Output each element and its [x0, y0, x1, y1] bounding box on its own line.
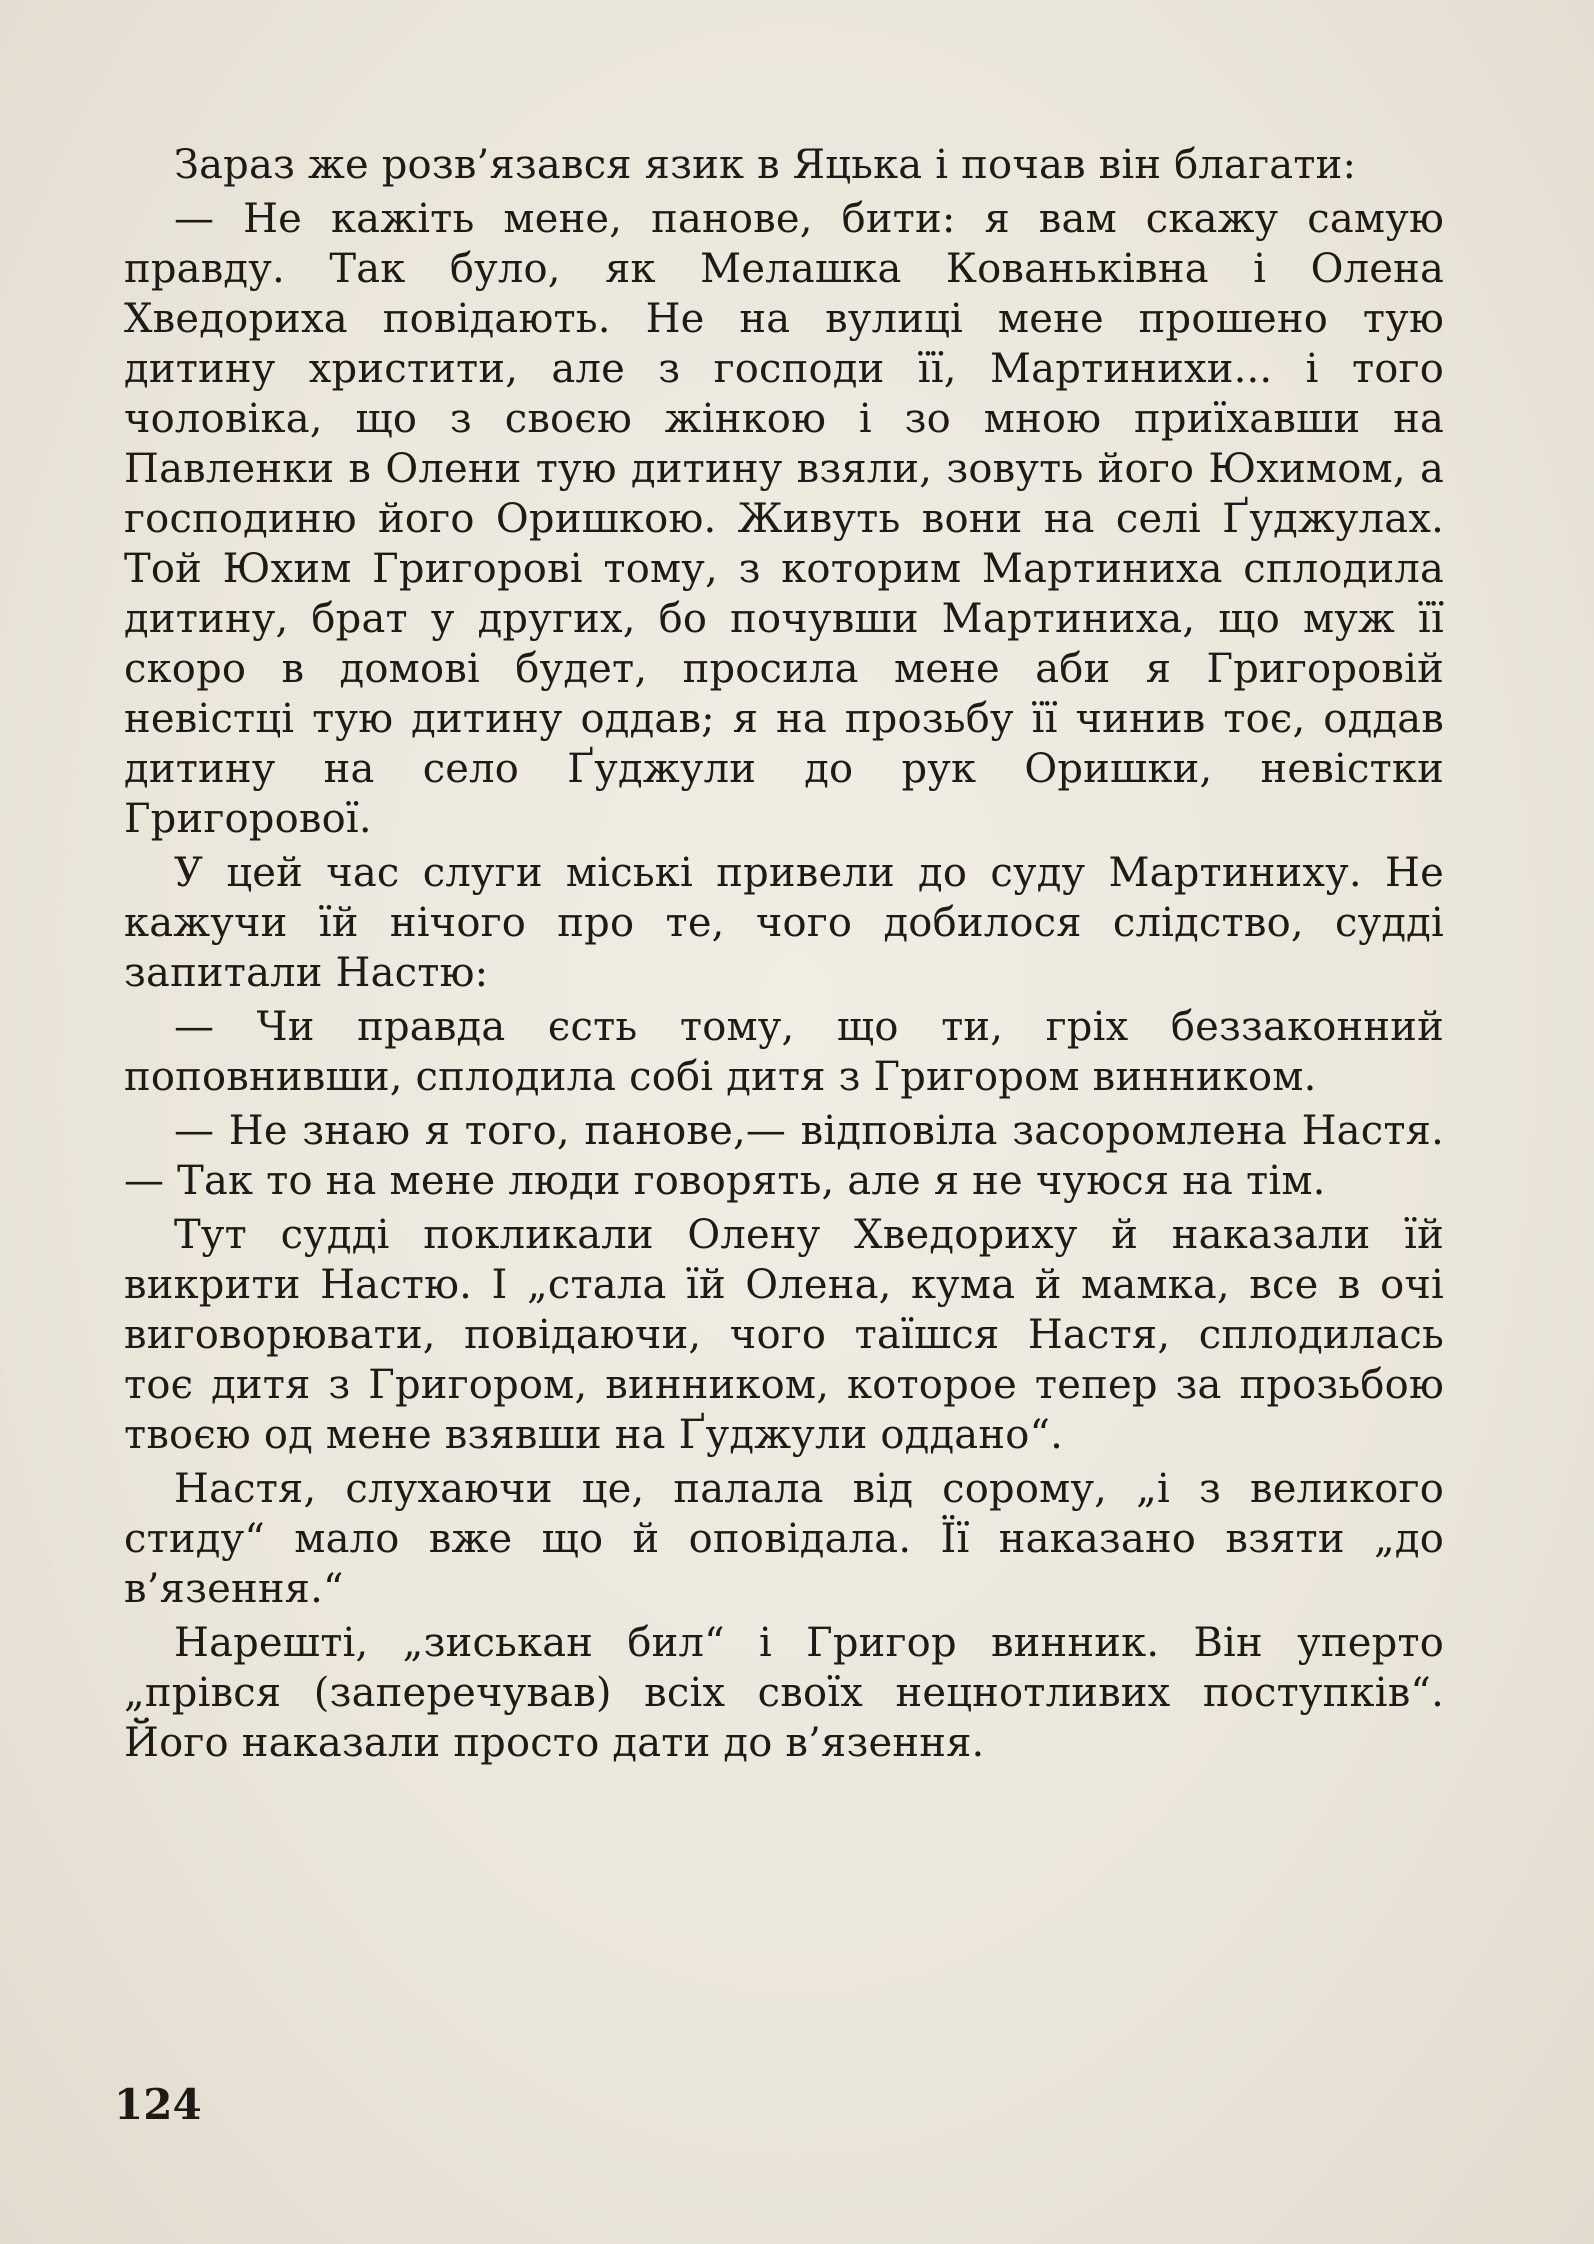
paragraph-8: Нарешті, „зиськан бил“ і Григор винник. Він уперто „прівся (заперечував) всіх своїх нецнотливих поступків“. Його наказали просто дати до в’язення.: [124, 1620, 1444, 1766]
body-text: [124, 140, 1444, 1772]
paragraph-6: Тут судді покликали Олену Хведориху й наказали їй викрити Настю. І „стала їй Олена, кума й мамка, все в очі виговорювати, повідаючи, чого таїшся Настя, сплодилась тоє дитя з Григором, винником, которое тепер за прозьбою твоєю од мене взявши на Ґуджули оддано“.: [124, 1212, 1444, 1458]
paragraph-5: — Не знаю я того, панове,— відповіла засоромлена Настя.— Так то на мене люди говорять, але я не чуюся на тім.: [124, 1108, 1444, 1204]
paragraph-7: Настя, слухаючи це, палала від сорому, „і з великого стиду“ мало вже що й оповідала. Її наказано взяти „до в’язення.“: [124, 1466, 1444, 1612]
paragraph-4: — Чи правда єсть тому, що ти, гріх беззаконний поповнивши, сплодила собі дитя з Григором винником.: [124, 1004, 1444, 1100]
paragraph-3: У цей час слуги міські привели до суду Мартиниху. Не кажучи їй нічого про те, чого добилося слідство, судді запитали Настю:: [124, 850, 1444, 996]
paragraph-1: Зараз же розв’язався язик в Яцька і почав він благати:: [174, 142, 1357, 188]
page-number: 124: [114, 2080, 202, 2129]
paragraph-2: — Не кажіть мене, панове, бити: я вам скажу самую правду. Так було, як Мелашка Кованьківна і Олена Хведориха повідають. Не на вулиці мене прошено тую дитину христити, але з господи її, Мартинихи... і того чоловіка, що з своєю жінкою і зо мною приїхавши на Павленки в Олени тую дитину взяли, зовуть його Юхимом, а господиню його Оришкою. Живуть вони на селі Ґуджулах. Той Юхим Григорові тому, з которим Мартиниха сплодила дитину, брат у других, бо почувши Мартиниха, що муж її скоро в домові будет, просила мене аби я Григоровій невістці тую дитину оддав; я на прозьбу її чинив тоє, оддав дитину на село Ґуджули до рук Оришки, невістки Григорової.: [124, 196, 1444, 842]
